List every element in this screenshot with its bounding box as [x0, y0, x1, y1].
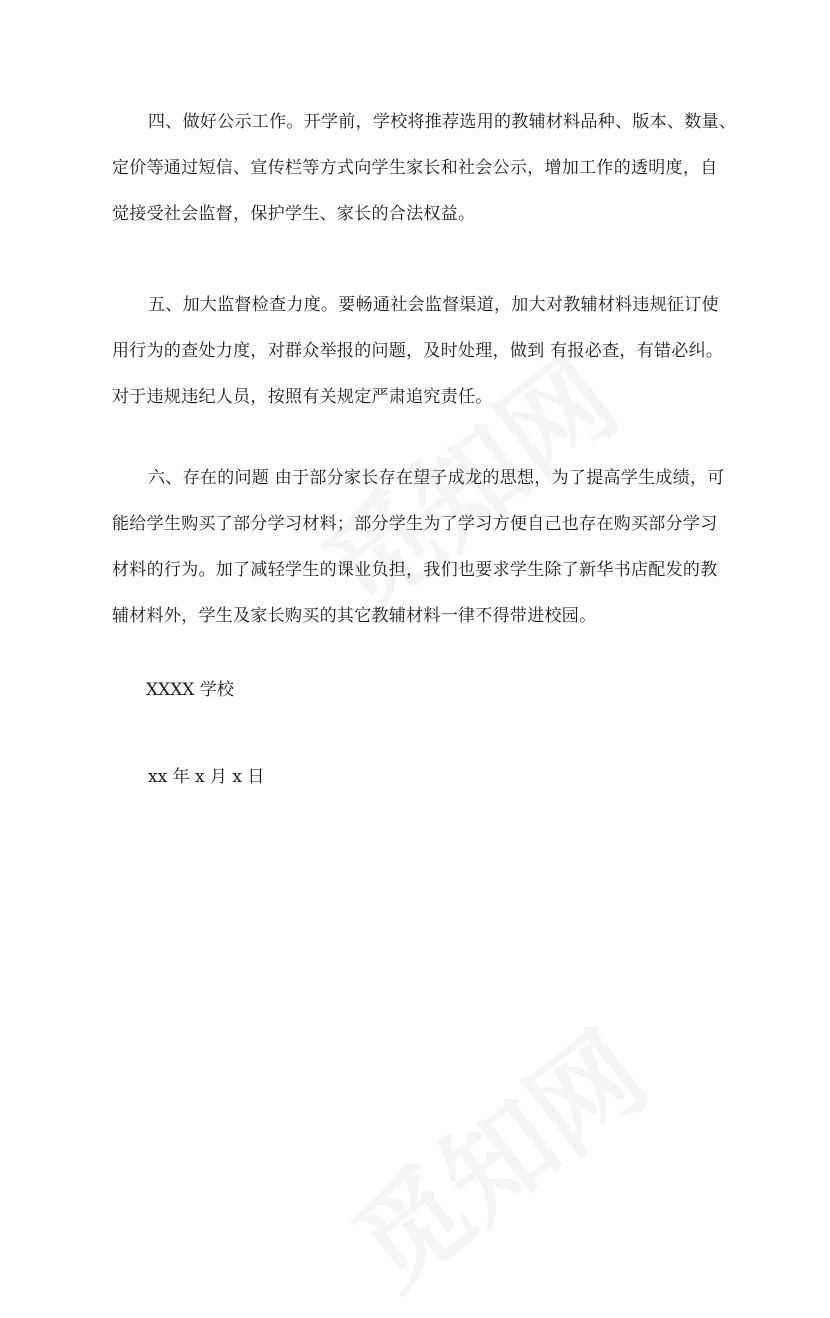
- paragraph-line: 用行为的查处力度，对群众举报的问题，及时处理，做到 有报必查，有错必纠。: [112, 341, 724, 361]
- paragraph-line: 定价等通过短信、宣传栏等方式向学生家长和社会公示，增加工作的透明度，自: [112, 158, 718, 178]
- paragraph-line: 材料的行为。加了减轻学生的课业负担，我们也要求学生除了新华书店配发的教: [112, 560, 718, 580]
- paragraph-problems: [112, 455, 725, 639]
- paragraph-line: 觉接受社会监督，保护学生、家长的合法权益。: [112, 204, 476, 224]
- signature-school: XXXX 学校: [146, 680, 234, 700]
- paragraph-line: 对于违规违纪人员，按照有关规定严肃追究责任。: [112, 387, 493, 407]
- paragraph-publicity: [112, 99, 737, 237]
- watermark: [316, 990, 673, 1318]
- paragraph-line: 能给学生购买了部分学习材料；部分学生为了学习方便自己也存在购买部分学习: [112, 514, 718, 534]
- paragraph-line: 六、存在的问题 由于部分家长存在望子成龙的思想，为了提高学生成绩，可: [148, 468, 725, 488]
- paragraph-line: 五、加大监督检查力度。要畅通社会监督渠道，加大对教辅材料违规征订使: [148, 295, 719, 315]
- paragraph-line: 四、做好公示工作。开学前，学校将推荐选用的教辅材料品种、版本、数量、: [148, 112, 737, 132]
- paragraph-line: 辅材料外，学生及家长购买的其它教辅材料一律不得带进校园。: [112, 606, 597, 626]
- signature-date: xx 年 x 月 x 日: [148, 767, 265, 787]
- paragraph-supervision: [112, 282, 724, 420]
